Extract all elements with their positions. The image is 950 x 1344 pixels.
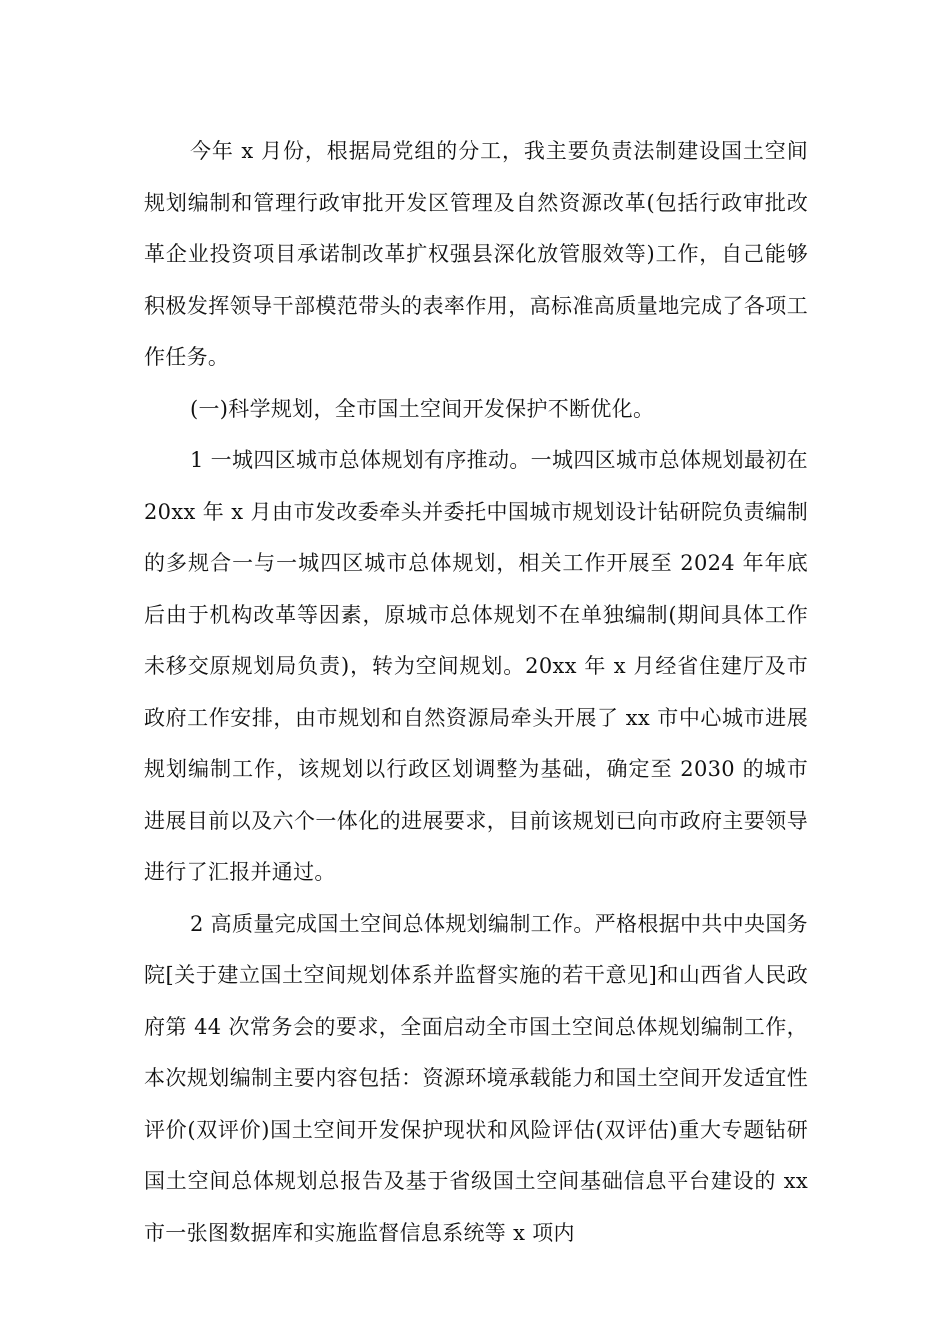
paragraph-1: 今年 x 月份，根据局党组的分工，我主要负责法制建设国土空间规划编制和管理行政审批开发区管理及自然资源改革(包括行政审批改革企业投资项目承诺制改革扩权强县深化放管服效等)工作，自己能够积极发挥领导干部模范带头的表率作用，高标准高质量地完成了各项工作任务。 [144,139,808,369]
paragraph-2: (一)科学规划，全市国土空间开发保护不断优化。 [190,396,655,421]
paragraph-3: 1 一城四区城市总体规划有序推动。一城四区城市总体规划最初在 20xx 年 x 月由市发改委牵头并委托中国城市规划设计钻研院负责编制的多规合一与一城四区城市总体规划，相关工作开展至 2024 年年底后由于机构改革等因素，原城市总体规划不在单独编制(期间具体工作未移交原规划局负责)，转为空间规划。20xx 年 x 月经省住建厅及市政府工作安排，由市规划和自然资源局牵头开展了 xx 市中心城市进展规划编制工作，该规划以行政区划调整为基础，确定至 2030 的城市进展目前以及六个一体化的进展要求，目前该规划已向市政府主要领导进行了汇报并通过。 [144,448,808,884]
document-body [144,126,808,1259]
paragraph-4: 2 高质量完成国土空间总体规划编制工作。严格根据中共中央国务院[关于建立国土空间规划体系并监督实施的若干意见]和山西省人民政府第 44 次常务会的要求，全面启动全市国土空间总体规划编制工作，本次规划编制主要内容包括：资源环境承载能力和国土空间开发适宜性评价(双评价)国土空间开发保护现状和风险评估(双评估)重大专题钻研国土空间总体规划总报告及基于省级国土空间基础信息平台建设的 xx 市一张图数据库和实施监督信息系统等 x 项内 [144,911,808,1245]
